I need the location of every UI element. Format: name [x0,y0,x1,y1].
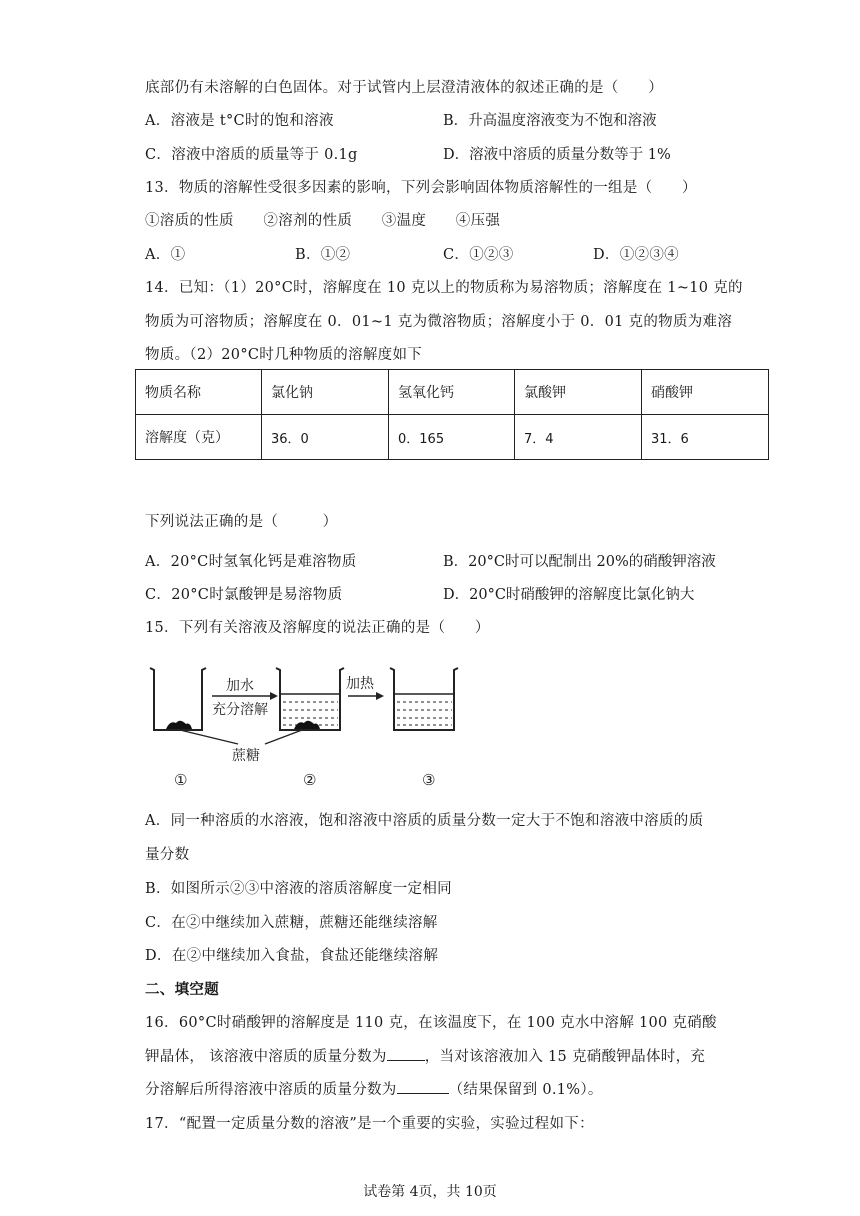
q12-option-a: A．溶液是 t°C时的饱和溶液 [145,113,334,129]
q16-line3 [145,1078,603,1099]
q15-stem: 15．下列有关溶液及溶解度的说法正确的是（ ） [145,620,490,636]
sugar-pile-2 [294,721,320,729]
q13-items: ①溶质的性质 ②溶剂的性质 ③温度 ④压强 [145,213,501,229]
q14-stem-line1: 14．已知：（1）20°C时，溶解度在 10 克以上的物质称为易溶物质；溶解度在 1~10 克的 [145,280,743,296]
q13-option-a: A．① [145,247,186,263]
q15-option-a-line1: A．同一种溶质的水溶液，饱和溶液中溶质的质量分数一定大于不饱和溶液中溶质的质 [145,813,704,829]
q16-line3-start: 分溶解后所得溶液中溶质的质量分数为 [145,1082,397,1098]
beaker-label-3: ③ [422,771,436,789]
answer-blank-2[interactable] [397,1079,449,1094]
table-cell: 硝酸钾 [642,370,769,415]
table-cell: 物质名称 [136,370,262,415]
section-heading-fill-in: 二、填空题 [145,982,219,998]
q14-option-a: A．20°C时氢氧化钙是难溶物质 [145,554,357,570]
arrow1-label-bottom: 充分溶解 [212,702,268,718]
q12-option-b: B．升高温度溶液变为不饱和溶液 [443,113,657,129]
page-footer: 试卷第 4页，共 10页 [363,1184,497,1200]
q15-option-c: C．在②中继续加入蔗糖，蔗糖还能继续溶解 [145,915,438,931]
q13-option-b: B．①② [295,247,351,263]
table-cell: 氢氧化钙 [389,370,515,415]
q14-stem-line3: 物质。（2）20°C时几种物质的溶解度如下 [145,347,423,363]
pointer-line-1 [180,730,238,744]
beaker-label-2: ② [303,771,317,789]
q13-option-c: C．①②③ [443,247,514,263]
q14-option-d: D．20°C时硝酸钾的溶解度比氯化钠大 [443,587,695,603]
table-header-row [136,370,769,415]
q12-option-d: D．溶液中溶质的质量分数等于 1% [443,147,671,163]
sugar-label: 蔗糖 [232,748,260,764]
table-cell: 氯酸钾 [515,370,642,415]
beaker-label-1: ① [174,771,188,789]
arrow1-label-top: 加水 [226,678,254,694]
q15-option-d: D．在②中继续加入食盐，食盐还能继续溶解 [145,948,439,964]
q14-option-b: B．20°C时可以配制出 20%的硝酸钾溶液 [443,554,716,570]
beaker-1 [150,668,206,730]
arrow2-label: 加热 [346,676,374,692]
beaker-3 [390,668,458,730]
table-row [136,415,769,460]
q16-line2-start: 钾晶体， 该溶液中溶质的质量分数为 [145,1049,387,1065]
q16-line2-end: ，当对该溶液加入 15 克硝酸钾晶体时，充 [424,1049,706,1065]
liquid-2 [280,694,340,725]
pointer-line-2 [265,730,302,744]
table-cell: 31．6 [642,415,769,460]
beaker-figure [140,660,460,795]
q14-question: 下列说法正确的是（ ） [145,514,338,530]
solubility-table [135,369,769,460]
q15-option-b: B．如图所示②③中溶液的溶质溶解度一定相同 [145,881,452,897]
table-cell: 36．0 [262,415,389,460]
table-cell: 7．4 [515,415,642,460]
arrow-1-head [270,692,278,700]
q12-stem-continuation: 底部仍有未溶解的白色固体。对于试管内上层澄清液体的叙述正确的是（ ） [145,80,663,96]
table-cell: 溶解度（克） [136,415,262,460]
q17-stem: 17．“配置一定质量分数的溶液”是一个重要的实验，实验过程如下： [145,1116,594,1132]
q14-option-c: C．20°C时氯酸钾是易溶物质 [145,587,343,603]
answer-blank-1[interactable] [387,1046,425,1061]
q13-option-d: D．①②③④ [593,247,679,263]
q15-option-a-line2: 量分数 [145,847,190,863]
q16-line3-end: （结果保留到 0.1%）。 [448,1082,603,1098]
q12-option-c: C．溶液中溶质的质量等于 0.1g [145,147,358,163]
beaker-2 [276,668,344,730]
table-cell: 氯化钠 [262,370,389,415]
arrow-2-head [376,692,384,700]
q16-line1: 16．60°C时硝酸钾的溶解度是 110 克，在该温度下，在 100 克水中溶解 100 克硝酸 [145,1015,717,1031]
q16-line2 [145,1045,705,1066]
q13-stem: 13．物质的溶解性受很多因素的影响，下列会影响固体物质溶解性的一组是（ ） [145,180,697,196]
q14-stem-line2: 物质为可溶物质；溶解度在 0．01~1 克为微溶物质；溶解度小于 0．01 克的物质为难溶 [145,314,733,330]
table-cell: 0．165 [389,415,515,460]
sugar-pile-1 [166,721,192,729]
liquid-3 [394,694,454,725]
